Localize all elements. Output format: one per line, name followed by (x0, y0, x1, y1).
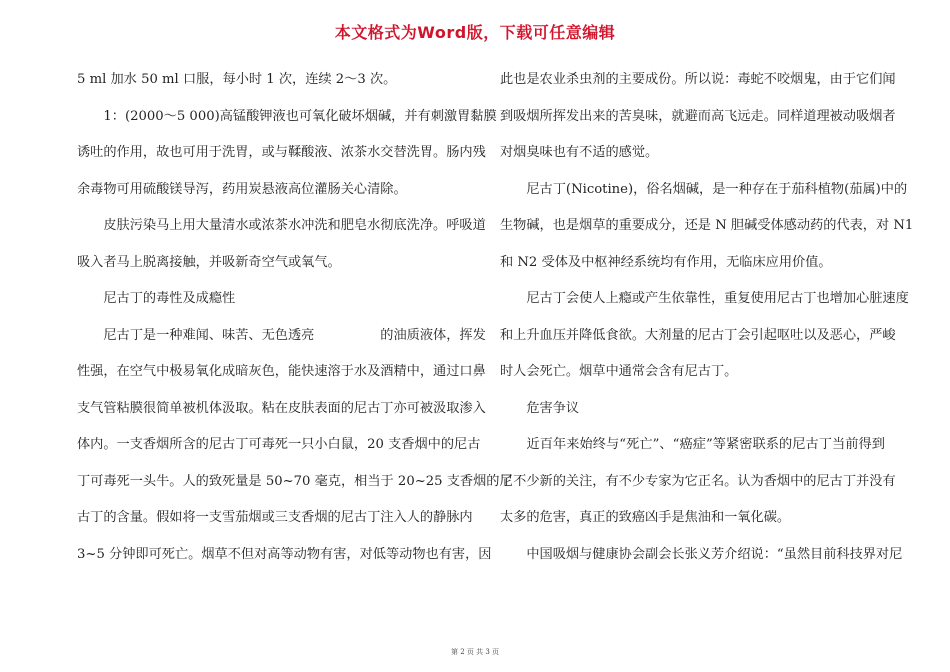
text-line: 太多的危害，真正的致癌凶手是焦油和一氧化碳。 (500, 510, 791, 525)
text-line: 支气管粘膜很简单被机体汲取。粘在皮肤表面的尼古丁亦可被汲取渗入 (77, 400, 486, 416)
text-line: 生物碱，也是烟草的重要成分，还是 N 胆碱受体感动药的代表，对 N1 (500, 218, 914, 233)
text-line: 和上升血压并降低食欲。大剂量的尼古丁会引起呕吐以及恶心，严峻 (500, 327, 896, 343)
text-line: 了不少新的关注，有不少专家为它正名。认为香烟中的尼古丁并没有 (500, 473, 896, 489)
text-line: 对烟臭味也有不适的感觉。 (500, 145, 659, 160)
text-line: 尼古丁的毒性及成瘾性 (77, 291, 236, 306)
text-line: 到吸烟所挥发出来的苦臭味，就避而高飞远走。同样道理被动吸烟者 (500, 108, 896, 124)
text-line: 5 ml 加水 50 ml 口服，每小时 1 次，连续 2～3 次。 (77, 72, 397, 87)
text-line: 3~5 分钟即可死亡。烟草不但对高等动物有害，对低等动物也有害，因 (77, 546, 492, 562)
text-line: 时人会死亡。烟草中通常会含有尼古丁。 (500, 364, 738, 379)
text-line: 尼古丁是一种难闻、味苦、无色透亮 的油质液体，挥发 (77, 327, 486, 343)
text-line: 尼古丁(Nicotine)，俗名烟碱，是一种存在于茄科植物(茄属)中的 (500, 181, 908, 197)
text-line: 和 N2 受体及中枢神经系统均有作用，无临床应用价值。 (500, 254, 832, 270)
text-line: 皮肤污染马上用大量清水或浓茶水冲洗和肥皂水彻底洗净。呼吸道 (77, 218, 486, 233)
text-line: 1：(2000～5 000)高锰酸钾液也可氧化破坏烟碱，并有刺激胃黏膜 (77, 108, 497, 124)
left-column (77, 62, 513, 573)
text-line: 余毒物可用硫酸镁导泻，药用炭悬液高位灌肠关心清除。 (77, 181, 407, 197)
right-column (500, 62, 914, 573)
text-line: 此也是农业杀虫剂的主要成份。所以说：毒蛇不咬烟鬼，由于它们闻 (500, 72, 896, 87)
page-number-footer: 第 2 页 共 3 页 (450, 648, 500, 656)
format-banner: 本文格式为Word版，下载可任意编辑 (334, 23, 616, 42)
text-line: 古丁的含量。假如将一支雪茄烟或三支香烟的尼古丁注入人的静脉内 (77, 510, 473, 525)
text-line: 诱吐的作用，故也可用于洗胃，或与鞣酸液、浓茶水交替洗胃。肠内残 (77, 145, 486, 160)
text-line: 丁可毒死一头牛。人的致死量是 50~70 毫克，相当于 20~25 支香烟的尼 (77, 473, 513, 489)
text-line: 危害争议 (500, 400, 580, 416)
text-line: 性强，在空气中极易氧化成暗灰色，能快速溶于水及酒精中，通过口鼻 (77, 364, 486, 379)
text-line: 体内。一支香烟所含的尼古丁可毒死一只小白鼠，20 支香烟中的尼古 (77, 437, 481, 452)
text-line: 吸入者马上脱离接触，并吸新奇空气或氧气。 (77, 254, 341, 270)
text-line: 尼古丁会使人上瘾或产生依靠性，重复使用尼古丁也增加心脏速度 (500, 291, 909, 306)
text-line: 中国吸烟与健康协会副会长张义芳介绍说：“虽然目前科技界对尼 (500, 546, 903, 562)
text-line: 近百年来始终与“死亡”、“癌症”等紧密联系的尼古丁当前得到 (500, 437, 885, 452)
